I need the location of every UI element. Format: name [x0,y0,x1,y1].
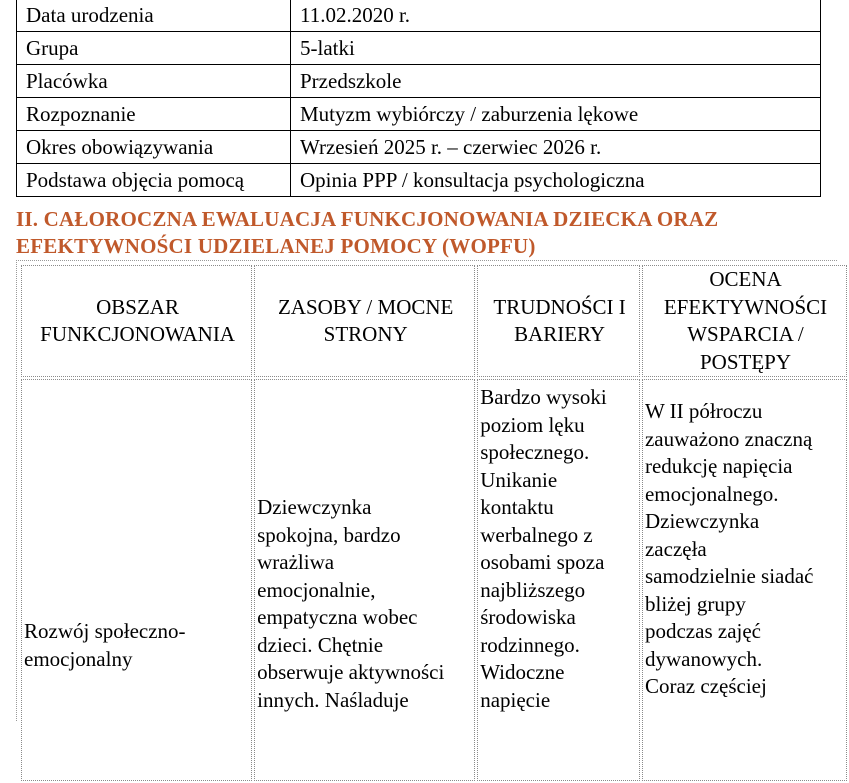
info-label: Grupa [17,32,291,65]
header-progress-line-1: OCENA [709,267,782,291]
cell-progress [642,379,847,781]
info-row [17,65,821,98]
cell-line: rodzinnego. [480,632,580,657]
cell-line: poziom lęku [480,412,585,437]
cell-difficulties-text [480,384,639,714]
info-label: Podstawa objęcia pomocą [17,164,291,197]
info-value: Mutyzm wybiórczy / zaburzenia lękowe [291,98,821,131]
cell-line: Dziewczynka [257,495,372,519]
header-progress-line-4: POSTĘPY [699,349,791,374]
header-strengths-line-1: ZASOBY / MOCNE [277,294,454,319]
cell-progress-text [645,398,846,701]
header-difficulties-line-2: BARIERY [514,322,606,346]
cell-strengths [254,379,475,781]
cell-line: werbalnego z [480,522,593,547]
evaluation-table [19,263,849,783]
header-progress-line-3: WSPARCIA / [687,322,804,346]
cell-difficulties [477,379,640,781]
cell-line: samodzielnie siadać [644,564,814,588]
child-info-table [16,0,821,197]
evaluation-table-frame [16,260,837,721]
header-progress [642,265,847,377]
cell-line: Coraz częściej [644,674,767,698]
cell-line: redukcję napięcia [644,454,793,478]
cell-line: osobami spoza [480,550,605,574]
header-progress-line-2: EFEKTYWNOŚCI [663,294,828,319]
header-difficulties [477,265,640,377]
cell-line: napięcie [480,687,551,712]
info-label: Okres obowiązywania [17,131,291,164]
cell-line: Unikanie [480,467,558,492]
cell-line: środowiska [480,605,576,629]
header-difficulties-line-1: TRUDNOŚCI I [493,294,626,319]
cell-line: zauważono znaczną [644,426,813,451]
cell-strengths-text [257,494,474,714]
header-area [21,265,252,377]
cell-line: kontaktu [480,495,554,519]
cell-line: wrażliwa [257,550,335,574]
info-label: Data urodzenia [17,0,291,32]
cell-line: dzieci. Chętnie [257,632,384,657]
cell-line: zaczęła [644,536,707,561]
info-value: Przedszkole [291,65,821,98]
info-label: Placówka [17,65,291,98]
cell-line: dywanowych. [644,646,763,671]
info-value: Wrzesień 2025 r. – czerwiec 2026 r. [291,131,821,164]
cell-line: emocjonalnego. [644,481,779,506]
header-strengths [254,265,475,377]
info-row [17,98,821,131]
cell-area [21,379,252,781]
cell-line: najbliższego [480,577,586,602]
cell-line: empatyczna wobec [257,605,418,629]
cell-line: podczas zajęć [644,619,761,643]
section-heading-line-2: EFEKTYWNOŚCI UDZIELANEJ POMOCY (WOPFU) [16,234,536,258]
section-heading [16,206,836,260]
cell-line: obserwuje aktywności [257,660,445,684]
table-row [21,379,847,781]
section-heading-line-1: II. CAŁOROCZNA EWALUACJA FUNKCJONOWANIA DZIECKA ORAZ [16,207,719,231]
info-row [17,0,821,32]
info-label: Rozpoznanie [17,98,291,131]
info-value: Opinia PPP / konsultacja psychologiczna [291,164,821,197]
cell-line: bliżej grupy [644,591,746,616]
cell-line: spokojna, bardzo [257,522,401,547]
cell-line: Dziewczynka [644,509,760,533]
cell-line: Bardzo wysoki [480,385,607,409]
info-value: 5-latki [291,32,821,65]
table-header-row [21,265,847,377]
header-strengths-line-2: STRONY [323,322,408,346]
cell-line: W II półroczu [644,399,763,423]
cell-line: innych. Naśladuje [257,687,409,712]
header-area-line-1: OBSZAR [96,294,179,319]
info-row [17,32,821,65]
cell-line: Rozwój społeczno- [24,619,186,643]
cell-line: społecznego. [480,440,590,464]
cell-line: Widoczne [480,660,565,684]
cell-line: emocjonalnie, [257,577,376,602]
cell-line: emocjonalny [24,646,133,671]
info-row [17,164,821,197]
cell-area-text [24,618,251,673]
info-value: 11.02.2020 r. [291,0,821,32]
header-area-line-2: FUNKCJONOWANIA [40,322,235,346]
info-row [17,131,821,164]
